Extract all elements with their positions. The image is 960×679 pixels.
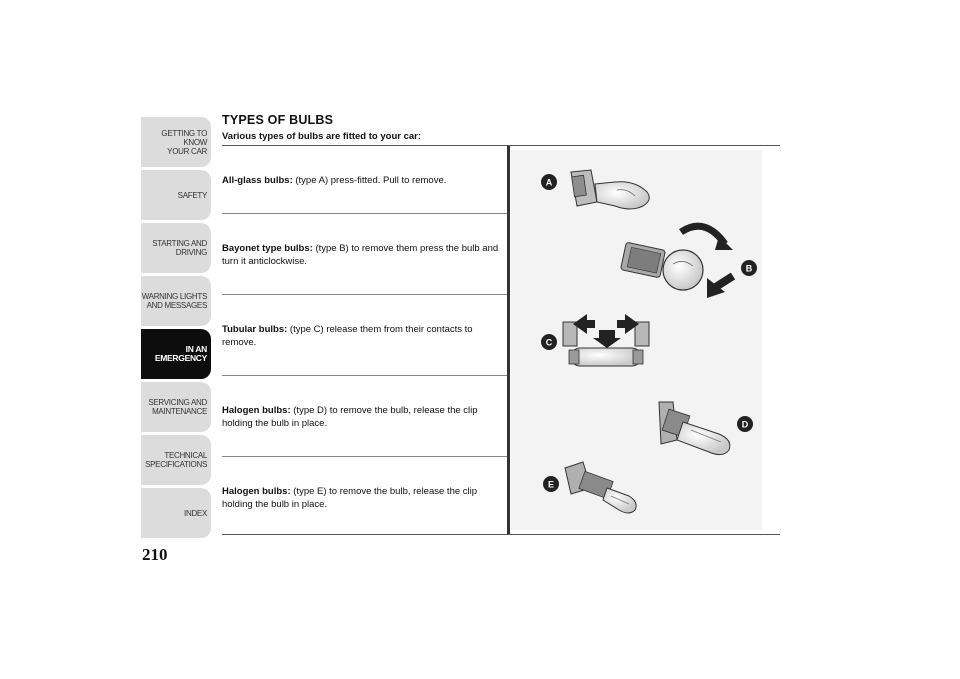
label-b: B [745,263,753,274]
label-c-badge [541,334,557,350]
bulb-description: (type B) to remove them press the bulb and turn it anticlockwise. [222,243,499,267]
bulb-description: (type A) press-fitted. Pull to remove. [295,175,447,186]
bulb-description: (type E) to remove the bulb, release the clip holding the bulb in place. [222,486,478,510]
list-item [222,214,507,295]
divider [222,534,780,535]
bulb-e-icon [565,462,636,513]
label-d-badge [737,416,753,432]
bulb-description: (type C) release them from their contacts to remove. [222,324,473,348]
list-item [222,295,507,376]
bulb-name: All-glass bulbs: [222,175,293,186]
label-e-badge [543,476,559,492]
bulb-name: Bayonet type bulbs: [222,243,313,254]
bulb-name: Halogen bulbs: [222,405,291,416]
label-d: D [741,419,749,430]
bulb-c-icon [563,314,649,366]
tab-label: IN AN EMERGENCY [154,344,207,363]
tab-safety[interactable] [141,170,211,220]
tab-label: WARNING LIGHTS AND MESSAGES [141,292,207,310]
bulb-d-icon [659,402,730,455]
list-item [222,146,507,214]
tab-in-an-emergency[interactable] [141,329,211,379]
bulb-name: Tubular bulbs: [222,324,288,335]
page-number: 210 [142,545,168,564]
label-e: E [547,479,555,490]
tab-getting-to-know[interactable] [141,117,211,167]
bulb-illustration [511,150,762,530]
tab-label: SERVICING AND MAINTENANCE [148,398,207,416]
column-divider [507,146,510,534]
list-item [222,376,507,457]
tab-label: TECHNICAL SPECIFICATIONS [145,451,207,469]
list-item [222,457,507,535]
tab-servicing[interactable] [141,382,211,432]
bulb-name: Halogen bulbs: [222,486,291,497]
label-a-badge [541,174,557,190]
chapter-sidebar [141,117,211,541]
section-subtitle: Various types of bulbs are fitted to your car: [222,131,422,142]
tab-label: STARTING AND DRIVING [152,239,207,257]
tab-index[interactable] [141,488,211,538]
tab-warning-lights[interactable] [141,276,211,326]
label-b-badge [741,260,757,276]
tab-label: INDEX [184,508,207,518]
label-a: A [545,177,553,188]
bulb-a-icon [571,170,649,209]
tab-label: GETTING TO KNOW YOUR CAR [161,128,207,156]
bulb-types-diagram [511,150,762,530]
tab-label: SAFETY [177,190,207,200]
label-c: C [545,337,553,348]
bulb-b-icon [621,226,733,298]
bulb-list [222,146,507,535]
tab-starting-driving[interactable] [141,223,211,273]
tab-technical-specs[interactable] [141,435,211,485]
section-title: TYPES OF BULBS [222,113,334,127]
bulb-description: (type D) to remove the bulb, release the clip holding the bulb in place. [222,405,478,429]
